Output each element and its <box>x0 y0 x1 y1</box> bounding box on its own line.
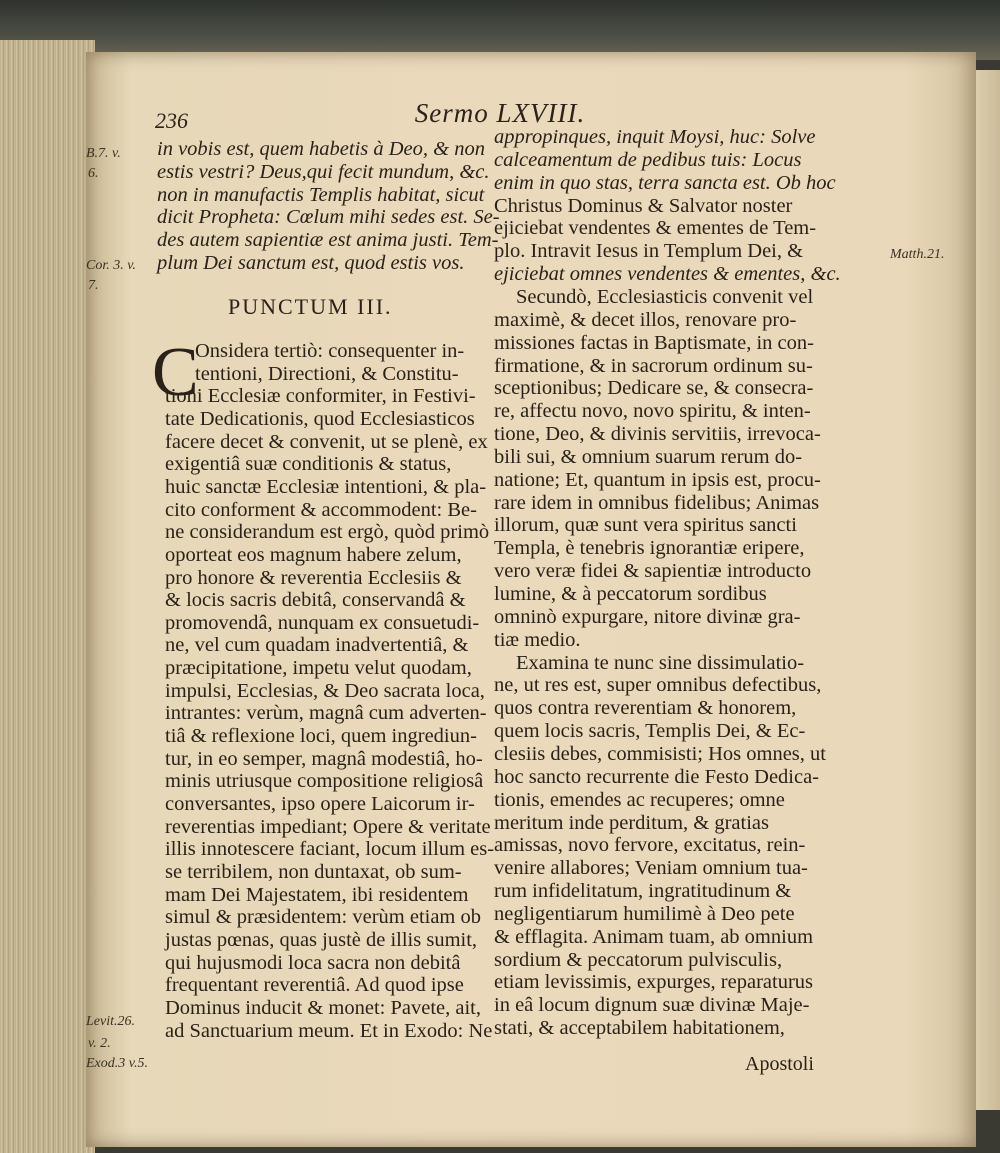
text-line: sceptionibus; Dedicare se, & consecra- <box>494 377 814 400</box>
text-line: tiâ & reflexione loci, quem ingrediun- <box>165 725 477 748</box>
text-line: plo. Intravit Iesus in Templum Dei, & <box>494 240 804 263</box>
text-line: tionis, emendes ac recuperes; omne <box>494 788 785 811</box>
text-line: hoc sancto recurrente die Festo Dedica- <box>494 765 820 788</box>
text-line: quem locis sacris, Templis Dei, & Ec- <box>494 720 806 743</box>
text-line: ejiciebat vendentes & ementes de Tem- <box>494 217 817 240</box>
text-line: ejiciebat omnes vendentes & ementes, &c. <box>494 263 841 286</box>
text-line: impulsi, Ecclesias, & Deo sacrata loca, <box>165 679 485 702</box>
text-line: firmatione, & in sacrorum ordinum su- <box>494 354 813 377</box>
text-line: ad Sanctuarium meum. Et in Exodo: Ne <box>165 1019 493 1042</box>
text-line: conversantes, ipso opere Laicorum ir- <box>165 793 475 815</box>
text-line: tiæ medio. <box>494 628 581 651</box>
text-line: meritum inde perditum, & gratias <box>494 811 769 834</box>
margin-note: Matth.21. <box>890 247 945 262</box>
book-cover <box>0 0 1000 60</box>
text-line: omninò expurgare, nitore divinæ gra- <box>494 605 801 628</box>
text-line: vero veræ fidei & sapientiæ introducto <box>494 560 812 583</box>
text-line: etiam levissimis, expurges, reparaturus <box>494 971 814 994</box>
text-line: frequentant reverentiâ. Ad quod ipse <box>165 974 464 997</box>
text-line: illis innotescere faciant, locum illum es- <box>165 838 495 861</box>
margin-note: B.7. v. <box>86 146 121 161</box>
margin-note: Levit.26. <box>86 1014 135 1029</box>
section-heading: PUNCTUM III. <box>228 294 393 319</box>
text-line: dicit Propheta: Cœlum mihi sedes est. Se- <box>157 206 500 229</box>
text-line: & efflagita. Animam tuam, ab omnium <box>494 925 814 948</box>
margin-note: 6. <box>88 166 99 181</box>
text-line: maximè, & decet illos, renovare pro- <box>494 308 797 331</box>
text-line: cito conforment & accommodent: Be- <box>165 498 477 521</box>
margin-note: Exod.3 v.5. <box>86 1056 148 1071</box>
text-line: stati, & acceptabilem habitationem, <box>494 1017 785 1040</box>
catchword: Apostoli <box>745 1053 814 1075</box>
text-line: bili sui, & omnium suarum rerum do- <box>494 445 803 468</box>
page-edges <box>0 40 95 1153</box>
text-line: des autem sapientiæ est anima justi. Tem- <box>157 229 499 252</box>
drop-cap: C <box>152 334 199 411</box>
text-line: tioni Ecclesiæ conformiter, in Festivi- <box>165 385 476 408</box>
text-line: justas pœnas, quas justè de illis sumit, <box>165 928 478 951</box>
text-line: mam Dei Majestatem, ibi residentem <box>165 883 469 906</box>
text-line: ne, vel cum quadam inadvertentiâ, & <box>165 634 469 657</box>
text-line: promovendâ, nunquam ex consuetudi- <box>165 611 480 634</box>
text-line: enim in quo stas, terra sancta est. Ob hoc <box>494 171 836 194</box>
text-line: in eâ locum dignum suæ divinæ Maje- <box>494 994 810 1017</box>
text-line: natione; Et, quantum in ipsis est, procu- <box>494 468 821 491</box>
text-line: illorum, quæ sunt vera spiritus sancti <box>494 514 797 537</box>
text-line: rare idem in omnibus fidelibus; Animas <box>494 491 820 514</box>
margin-note: Cor. 3. v. <box>86 258 136 273</box>
text-line: lumine, & à peccatorum sordibus <box>494 583 767 605</box>
text-line: exigentiâ suæ conditionis & status, <box>165 453 452 476</box>
text-line: ne considerandum est ergò, quòd primò <box>165 521 490 544</box>
text-line: Templa, è tenebris ignorantiæ eripere, <box>494 537 805 560</box>
text-line: tate Dedicationis, quod Ecclesiasticos <box>165 407 475 430</box>
text-line: amissas, novo fervore, excitatus, rein- <box>494 834 806 857</box>
text-line: re, affectu novo, novo spiritu, & inten- <box>494 400 811 423</box>
text-line: præcipitatione, impetu velut quodam, <box>165 657 472 680</box>
text-line: missiones factas in Baptismate, in con- <box>494 331 814 354</box>
margin-note: 7. <box>88 278 99 293</box>
text-line: Secundò, Ecclesiasticis convenit vel <box>516 285 814 308</box>
margin-note: v. 2. <box>88 1036 111 1051</box>
text-line: ne, ut res est, super omnibus defectibus, <box>494 674 822 697</box>
text-line: tentioni, Directioni, & Constitu- <box>195 362 459 385</box>
text-line: se terribilem, non duntaxat, ob sum- <box>165 860 462 883</box>
text-line: tur, in eo semper, magnâ modestiâ, ho- <box>165 747 483 770</box>
text-line: reverentias impediant; Opere & veritate <box>165 815 491 838</box>
text-line: pro honore & reverentia Ecclesiis & <box>165 566 462 589</box>
text-line: qui hujusmodi loca sacra non debitâ <box>165 951 461 974</box>
text-line: rum infidelitatum, ingratitudinum & <box>494 880 792 903</box>
text-line: calceamentum de pedibus tuis: Locus <box>494 148 802 171</box>
running-title: Sermo LXVIII. <box>414 98 586 128</box>
text-line: facere decet & convenit, ut se plenè, ex <box>165 430 488 453</box>
text-line: oporteat eos magnum habere zelum, <box>165 543 462 566</box>
text-line: estis vestri? Deus,qui fecit mundum, &c. <box>157 160 490 183</box>
text-line: minis utriusque compositione religiosâ <box>165 770 484 793</box>
text-line: Onsidera tertiò: consequenter in- <box>195 340 465 362</box>
text-line: clesiis debes, commisisti; Hos omnes, ut <box>494 742 826 765</box>
text-line: Examina te nunc sine dissimulatio- <box>516 651 805 674</box>
text-line: in vobis est, quem habetis à Deo, & non <box>157 138 485 160</box>
text-line: Christus Dominus & Salvator noster <box>494 194 793 217</box>
text-line: huic sanctæ Ecclesiæ intentioni, & pla- <box>165 475 487 498</box>
text-line: quos contra reverentiam & honorem, <box>494 697 797 720</box>
text-line: intrantes: verùm, magnâ cum adverten- <box>165 702 487 725</box>
text-line: appropinques, inquit Moysi, huc: Solve <box>494 126 816 148</box>
page-number: 236 <box>155 108 188 133</box>
text-line: Dominus inducit & monet: Pavete, ait, <box>165 996 481 1019</box>
text-line: negligentiarum humilimè à Deo pete <box>494 902 795 925</box>
text-line: tione, Deo, & divinis servitiis, irrevoca- <box>494 423 821 446</box>
text-line: & locis sacris debitâ, conservandâ & <box>165 589 466 612</box>
text-line: non in manufactis Templis habitat, sicut <box>157 183 485 206</box>
text-line: simul & præsidentem: verùm etiam ob <box>165 906 481 929</box>
text-line: venire allabores; Veniam omnium tua- <box>494 857 808 880</box>
text-line: sordium & peccatorum pulvisculis, <box>494 948 783 971</box>
text-line: plum Dei sanctum est, quod estis vos. <box>157 252 465 274</box>
